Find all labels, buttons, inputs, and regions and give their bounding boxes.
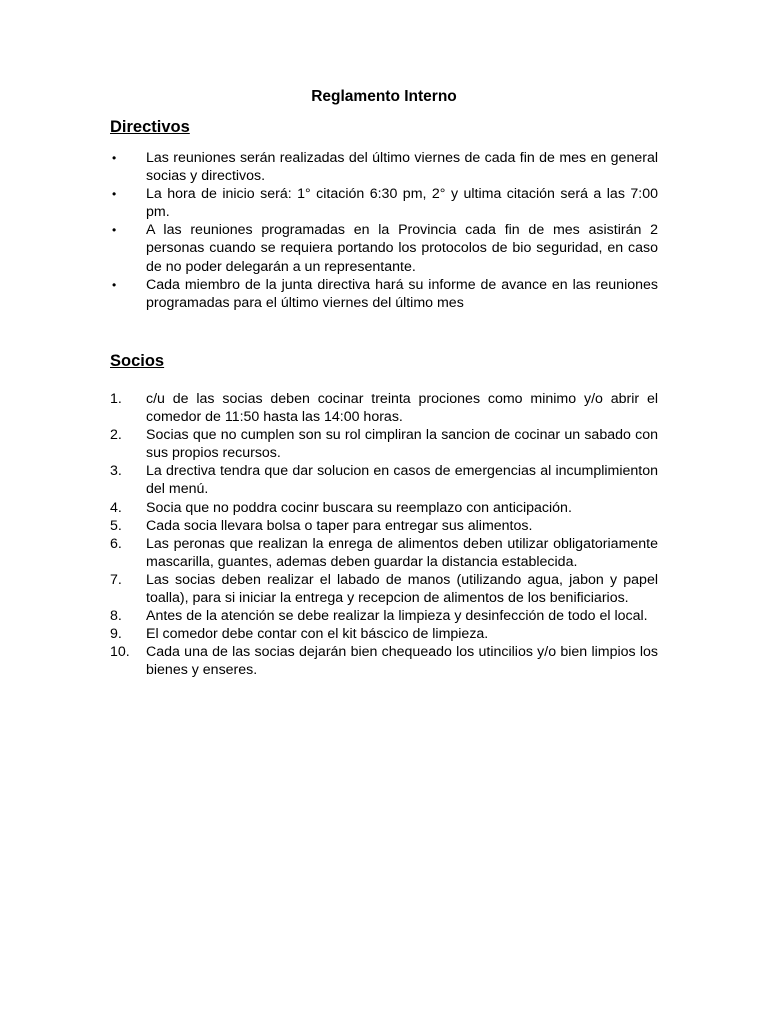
- list-item: [110, 221, 658, 275]
- list-number: 6.: [110, 535, 122, 552]
- list-item-text: La hora de inicio será: 1° citación 6:30 pm, 2° y ultima citación será a las 7:00 pm.: [146, 186, 658, 221]
- list-item-text: Las socias deben realizar el labado de manos (utilizando agua, jabon y papel toalla), para si iniciar la entrega y recepcion de alimentos de los benificiarios.: [146, 571, 658, 607]
- list-item-text: La drectiva tendra que dar solucion en casos de emergencias al incumplimienton del menú.: [146, 463, 658, 498]
- bullet-marker: •: [112, 223, 117, 238]
- list-item-text: Antes de la atención se debe realizar la limpieza y desinfección de todo el local.: [146, 608, 648, 625]
- list-item-text: Cada una de las socias dejarán bien chequeado los utincilios y/o bien limpios los bienes y enseres.: [146, 644, 658, 679]
- list-item-text: c/u de las socias deben cocinar treinta prociones como minimo y/o abrir el comedor de 11:50 hasta las 14:00 horas.: [146, 391, 658, 426]
- list-item-text: El comedor debe contar con el kit báscico de limpieza.: [146, 626, 489, 643]
- list-item: [110, 499, 658, 517]
- list-number: 5.: [110, 517, 122, 534]
- list-number: 8.: [110, 608, 122, 625]
- list-item: [110, 149, 658, 185]
- list-number: 4.: [110, 499, 122, 516]
- list-item: [110, 462, 658, 498]
- list-item: [110, 571, 658, 607]
- list-item: [110, 607, 658, 625]
- list-item: [110, 276, 658, 312]
- list-number: 7.: [110, 571, 122, 588]
- list-item: [110, 517, 658, 535]
- list-number: 10.: [110, 644, 130, 661]
- list-item-text: Cada miembro de la junta directiva hará su informe de avance en las reuniones programadas para el último viernes del último mes: [146, 276, 658, 311]
- list-item: [110, 643, 658, 679]
- socios-numbered-list: [110, 390, 658, 680]
- list-item: [110, 426, 658, 462]
- list-item: [110, 390, 658, 426]
- list-number: 3.: [110, 463, 122, 480]
- list-item-text: A las reuniones programadas en la Provincia cada fin de mes asistirán 2 personas cuando se requiera portando los protocolos de bio seguridad, en caso de no poder delegarán a un representante.: [146, 222, 658, 275]
- list-item: [110, 625, 658, 643]
- list-number: 9.: [110, 626, 122, 643]
- list-item-text: Cada socia llevara bolsa o taper para entregar sus alimentos.: [146, 517, 533, 534]
- list-item-text: Las reuniones serán realizadas del último viernes de cada fin de mes en general socias y directivos.: [146, 150, 658, 185]
- directivos-bullet-list: [110, 149, 658, 312]
- list-item: [110, 185, 658, 221]
- bullet-marker: •: [112, 187, 117, 202]
- list-item-text: Las peronas que realizan la enrega de alimentos deben utilizar obligatoriamente mascarilla, guantes, ademas deben guardar la distancia establecida.: [146, 535, 658, 570]
- list-number: 1.: [110, 391, 122, 407]
- document-title: Reglamento Interno: [311, 88, 457, 105]
- section-heading-socios: Socios: [110, 352, 165, 370]
- section-heading-directivos: Directivos: [110, 118, 190, 136]
- list-item-text: Socia que no poddra cocinr buscara su reemplazo con anticipación.: [146, 499, 572, 516]
- list-number: 2.: [110, 427, 122, 444]
- bullet-marker: •: [112, 277, 117, 292]
- list-item: [110, 535, 658, 571]
- list-item-text: Socias que no cumplen son su rol cimpliran la sancion de cocinar un sabado con sus propios recursos.: [146, 427, 658, 462]
- bullet-marker: •: [112, 151, 117, 165]
